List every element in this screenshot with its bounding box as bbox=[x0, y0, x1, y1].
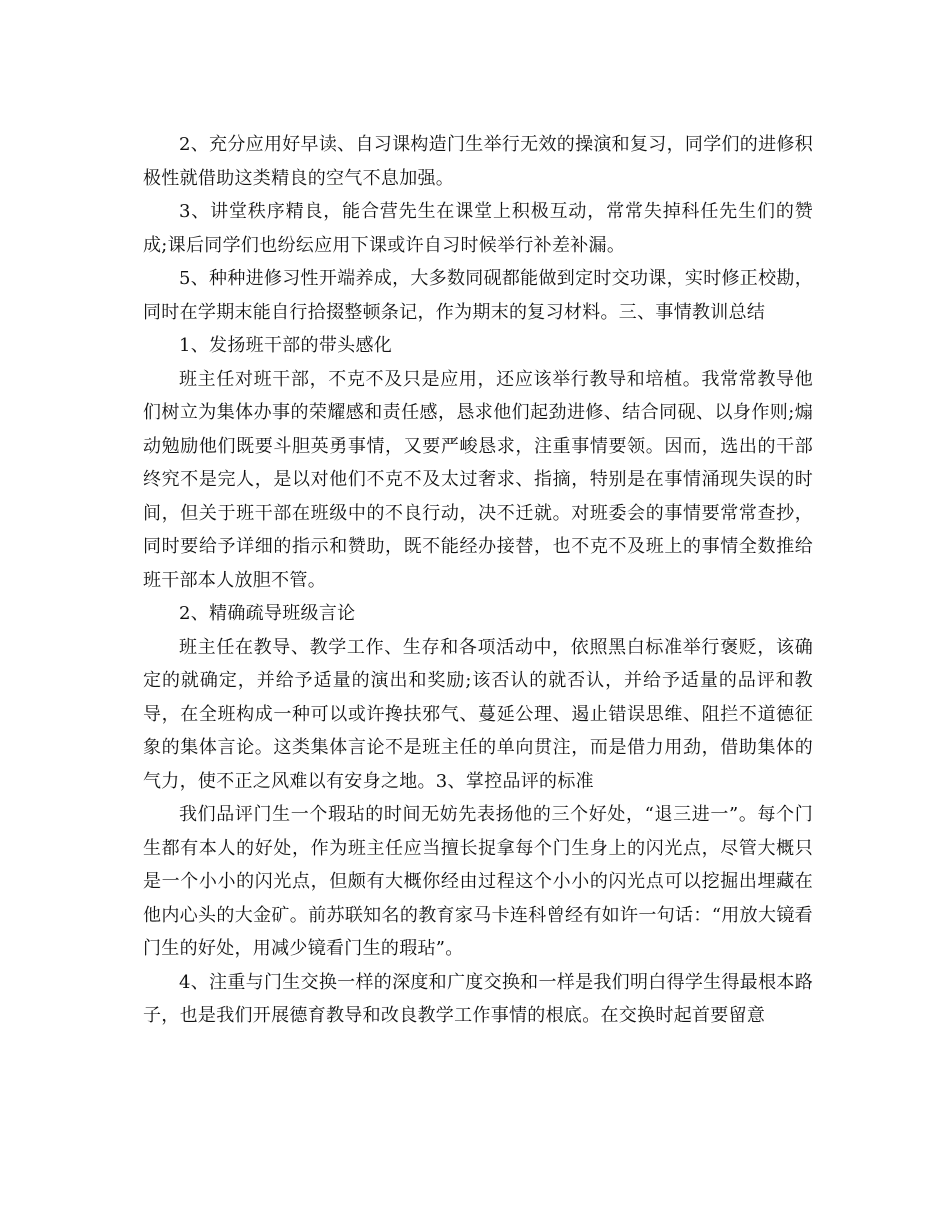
paragraph-7: 4、注重与门生交换一样的深度和广度交换和一样是我们明白得学生得最根本路子，也是我们开展德育教导和改良教学工作事情的根底。在交换时起首要留意 bbox=[143, 971, 813, 1026]
section-heading-2: 2、精确疏导班级言论 bbox=[179, 603, 356, 624]
paragraph-4: 班主任对班干部，不克不及只是应用，还应该举行教导和培植。我常常教导他们树立为集体办事的荣耀感和责任感，恳求他们起劲进修、结合同砚、以身作则;煽动勉励他们既要斗胆英勇事情，又要严峻恳求，注重事情要领。因而，选出的干部终究不是完人，是以对他们不克不及太过奢求、指摘，特别是在事情涌现失误的时间，但关于班干部在班级中的不良行动，决不迁就。对班委会的事情要常常查抄，同时要给予详细的指示和赞助，既不能经办接替，也不克不及班上的事情全数推给班干部本人放胆不管。 bbox=[143, 368, 813, 591]
section-heading-1: 1、发扬班干部的带头感化 bbox=[179, 335, 393, 356]
paragraph-6: 我们品评门生一个瑕玷的时间无妨先表扬他的三个好处，“退三进一”。每个门生都有本人的好处，作为班主任应当擅长捉拿每个门生身上的闪光点，尽管大概只是一个小小的闪光点，但颇有大概你经由过程这个小小的闪光点可以挖掘出埋藏在他内心头的大金矿。前苏联知名的教育家马卡连科曾经有如许一句话：“用放大镜看门生的好处，用减少镜看门生的瑕玷”。 bbox=[143, 804, 813, 959]
paragraph-5: 班主任在教导、教学工作、生存和各项活动中，依照黑白标准举行褒贬，该确定的就确定，并给予适量的演出和奖励;该否认的就否认，并给予适量的品评和教导，在全班构成一种可以或许搀扶邪气、蔓延公理、遏止错误思维、阻拦不道德征象的集体言论。这类集体言论不是班主任的单向贯注，而是借力用劲，借助集体的气力，使不正之风难以有安身之地。3、掌控品评的标准 bbox=[143, 636, 813, 792]
document-body bbox=[143, 128, 813, 1033]
paragraph-1: 2、充分应用好早读、自习课构造门生举行无效的操演和复习，同学们的进修积极性就借助这类精良的空气不息加强。 bbox=[143, 134, 813, 189]
paragraph-3: 5、种种进修习性开端养成，大多数同砚都能做到定时交功课，实时修正校勘，同时在学期末能自行拾掇整顿条记，作为期末的复习材料。三、事情教训总结 bbox=[143, 268, 813, 323]
paragraph-2: 3、讲堂秩序精良，能合营先生在课堂上积极互动，常常失掉科任先生们的赞成;课后同学们也纷纭应用下课或许自习时候举行补差补漏。 bbox=[143, 201, 813, 256]
